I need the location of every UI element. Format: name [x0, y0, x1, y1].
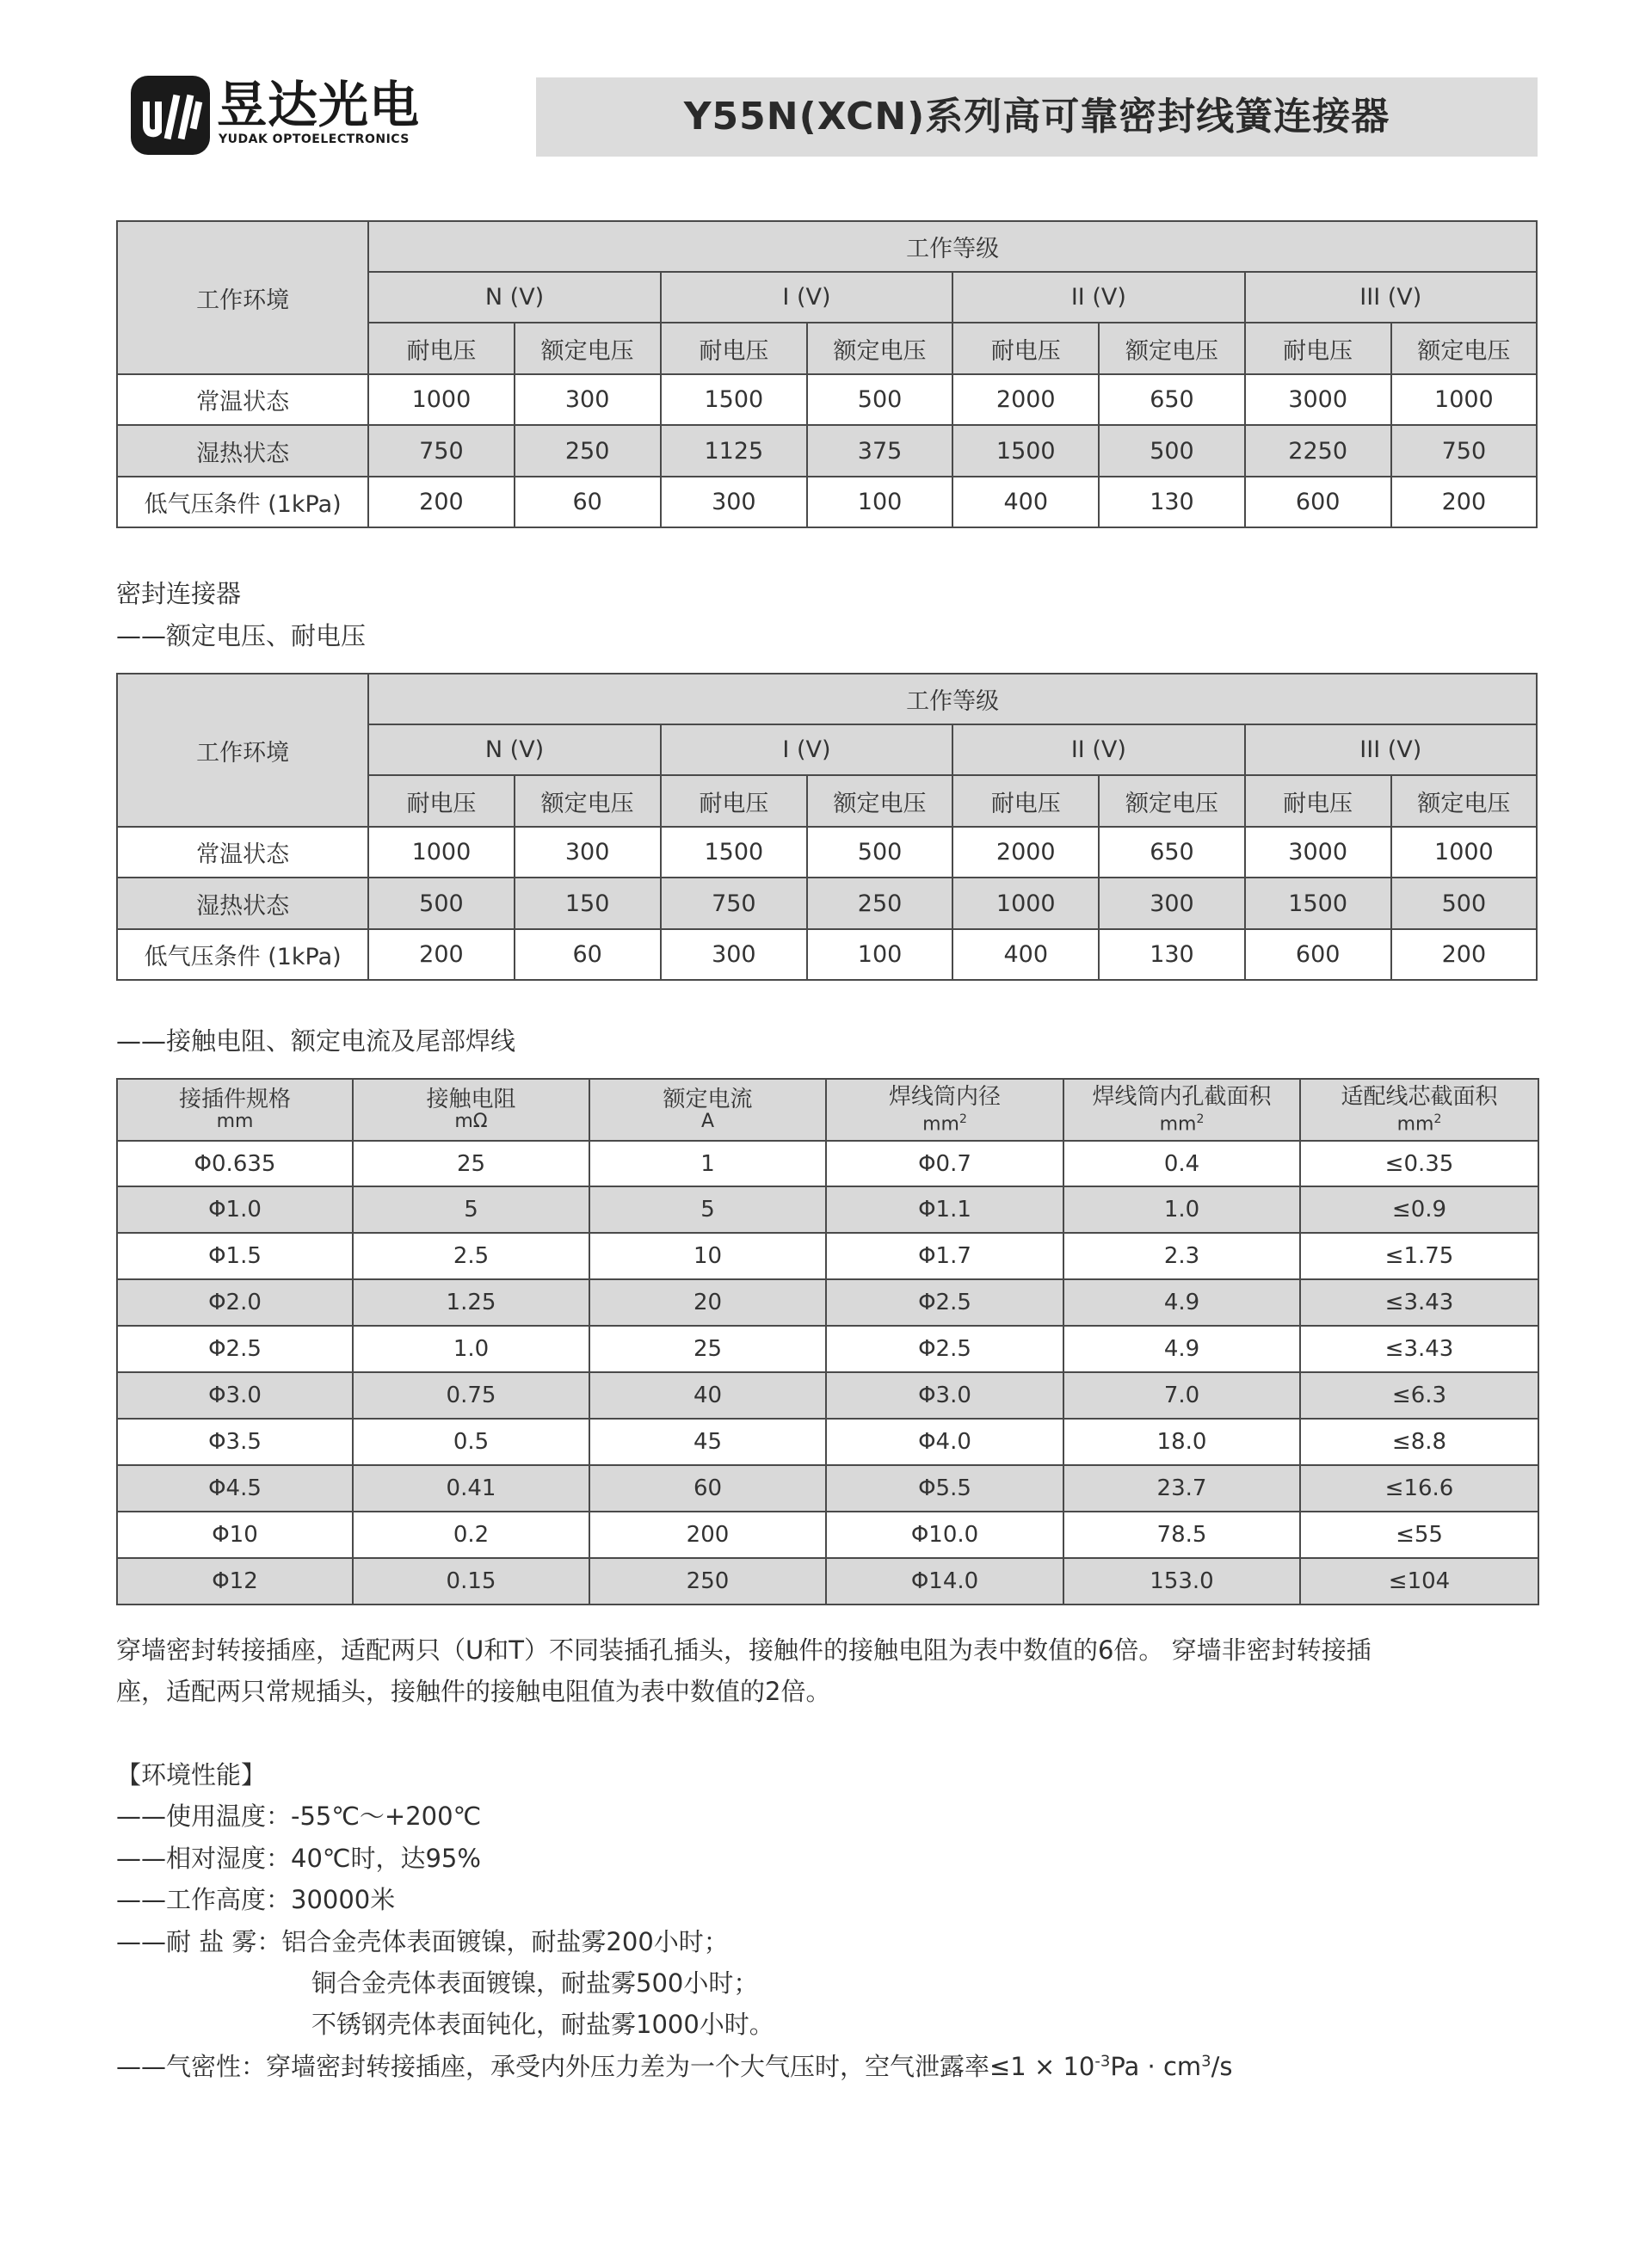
table-cell: 153.0 — [1063, 1558, 1300, 1605]
unit-sup: 2 — [1196, 1112, 1205, 1126]
table-cell: 1000 — [1391, 374, 1537, 425]
table-row — [117, 1279, 1538, 1326]
row-label: 常温状态 — [117, 827, 368, 878]
table-row — [117, 1233, 1538, 1279]
table-cell: 5 — [353, 1186, 589, 1233]
table-cell: 0.2 — [353, 1512, 589, 1558]
voltage-table-general — [116, 220, 1538, 528]
table-cell: 1125 — [661, 425, 807, 477]
col-header-unit: mm — [216, 1111, 254, 1132]
table-cell: 1500 — [661, 374, 807, 425]
table-cell: ≤1.75 — [1300, 1233, 1538, 1279]
table-cell: 650 — [1099, 827, 1244, 878]
row-label: 低气压条件 (1kPa) — [117, 929, 368, 980]
table-cell: 1500 — [1245, 878, 1391, 929]
table-cell: 4.9 — [1063, 1326, 1300, 1372]
unit-text: mm — [1159, 1113, 1197, 1136]
withstand-header: 耐电压 — [1245, 323, 1391, 374]
table-row — [117, 878, 1537, 929]
page-title: Y55N(XCN)系列高可靠密封线簧连接器 — [683, 95, 1390, 139]
note-line-1: 穿墙密封转接插座，适配两只（U和T）不同装插孔插头，接触件的接触电阻为表中数值的6倍。 穿墙非密封转接插 — [116, 1635, 1372, 1665]
air-text-c: /s — [1211, 2052, 1233, 2081]
table-cell: 500 — [1099, 425, 1244, 477]
table-cell: ≤3.43 — [1300, 1279, 1538, 1326]
table-cell: 200 — [1391, 929, 1537, 980]
table-cell: 60 — [515, 929, 661, 980]
air-exponent: -3 — [1094, 2052, 1111, 2071]
table-cell: 100 — [807, 929, 952, 980]
table-cell: 25 — [589, 1326, 826, 1372]
table-cell: Φ1.5 — [117, 1233, 353, 1279]
table-header-row — [117, 1079, 1538, 1141]
table-cell: ≤16.6 — [1300, 1465, 1538, 1512]
table-cell: 7.0 — [1063, 1372, 1300, 1419]
table-row — [117, 1558, 1538, 1605]
env-air-tightness — [116, 2049, 1233, 2084]
table-cell: 2250 — [1245, 425, 1391, 477]
col-header-unit — [827, 1109, 1063, 1135]
col-header-unit: mΩ — [454, 1111, 488, 1132]
env-salt-fog-2: 铜合金壳体表面镀镍，耐盐雾500小时； — [311, 1968, 759, 1998]
table-row — [117, 477, 1537, 527]
table-cell: 18.0 — [1063, 1419, 1300, 1465]
unit-text: mm — [922, 1113, 959, 1136]
table-cell: 750 — [661, 878, 807, 929]
col-header-current — [589, 1079, 826, 1141]
table-cell: 150 — [515, 878, 661, 929]
table-cell: 2.5 — [353, 1233, 589, 1279]
env-section-title: 【环境性能】 — [116, 1760, 267, 1789]
table-cell: 0.4 — [1063, 1141, 1300, 1186]
table-cell: Φ10 — [117, 1512, 353, 1558]
table-cell: Φ1.7 — [826, 1233, 1063, 1279]
table-cell: 1.0 — [353, 1326, 589, 1372]
table-cell: 25 — [353, 1141, 589, 1186]
table-cell: 300 — [1099, 878, 1244, 929]
table-row — [117, 1141, 1538, 1186]
level-n-header: N (V) — [368, 272, 660, 323]
table-cell: 300 — [661, 929, 807, 980]
contact-spec-body — [117, 1141, 1538, 1605]
table-cell: 500 — [807, 827, 952, 878]
table-cell: Φ3.0 — [826, 1372, 1063, 1419]
table-cell: Φ1.1 — [826, 1186, 1063, 1233]
title-bar — [536, 77, 1538, 157]
table-cell: 750 — [368, 425, 514, 477]
col-header-wire-area — [1300, 1079, 1538, 1141]
table-row — [117, 1419, 1538, 1465]
table-cell: Φ10.0 — [826, 1512, 1063, 1558]
table-cell: ≤0.35 — [1300, 1141, 1538, 1186]
level-i-header: I (V) — [661, 272, 952, 323]
table-cell: 750 — [1391, 425, 1537, 477]
table-cell: 1.0 — [1063, 1186, 1300, 1233]
table-row — [117, 929, 1537, 980]
voltage-table-sealed — [116, 673, 1538, 981]
table-cell: 200 — [1391, 477, 1537, 527]
col-header-name: 焊线筒内径 — [888, 1083, 1001, 1110]
col-header-unit — [1301, 1109, 1538, 1135]
level-i-header: I (V) — [661, 724, 952, 775]
air-exponent-2: 3 — [1201, 2052, 1211, 2071]
level-ii-header: II (V) — [952, 724, 1244, 775]
withstand-header: 耐电压 — [952, 323, 1099, 374]
table-cell: 250 — [807, 878, 952, 929]
air-text-b: Pa · cm — [1110, 2052, 1202, 2081]
table-cell: 1500 — [952, 425, 1099, 477]
table-cell: 250 — [515, 425, 661, 477]
table-cell: 3000 — [1245, 827, 1391, 878]
table-cell: 5 — [589, 1186, 826, 1233]
table-cell: 650 — [1099, 374, 1244, 425]
table-cell: 600 — [1245, 929, 1391, 980]
table-cell: Φ4.0 — [826, 1419, 1063, 1465]
table-cell: ≤0.9 — [1300, 1186, 1538, 1233]
withstand-header: 耐电压 — [952, 775, 1099, 827]
table-cell: 200 — [589, 1512, 826, 1558]
table-cell: 1000 — [1391, 827, 1537, 878]
table-cell: 0.5 — [353, 1419, 589, 1465]
table-cell: 4.9 — [1063, 1279, 1300, 1326]
rated-header: 额定电压 — [515, 323, 661, 374]
rated-header: 额定电压 — [1099, 323, 1244, 374]
col-header-name: 焊线筒内孔截面积 — [1092, 1083, 1272, 1110]
env-temperature: ——使用温度：-55℃～+200℃ — [116, 1802, 482, 1831]
table-cell: 60 — [515, 477, 661, 527]
table-cell: Φ2.5 — [117, 1326, 353, 1372]
table-cell: 500 — [1391, 878, 1537, 929]
table-cell: Φ5.5 — [826, 1465, 1063, 1512]
col-header-spec — [117, 1079, 353, 1141]
table-cell: 400 — [952, 477, 1099, 527]
table-cell: 60 — [589, 1465, 826, 1512]
table-row — [117, 1372, 1538, 1419]
section-title-sealed: 密封连接器 — [116, 579, 242, 608]
table-cell: 375 — [807, 425, 952, 477]
table-cell: 3000 — [1245, 374, 1391, 425]
env-humidity: ——相对湿度：40℃时，达95% — [116, 1844, 481, 1873]
col-header-hole-area — [1063, 1079, 1300, 1141]
company-logo — [131, 76, 421, 158]
env-salt-fog-3: 不锈钢壳体表面钝化，耐盐雾1000小时。 — [311, 2010, 774, 2039]
col-header-unit: A — [700, 1111, 715, 1132]
rated-header: 额定电压 — [515, 775, 661, 827]
table-cell: Φ4.5 — [117, 1465, 353, 1512]
table-cell: 45 — [589, 1419, 826, 1465]
yudak-logo-icon — [131, 76, 210, 155]
table-cell: 2.3 — [1063, 1233, 1300, 1279]
grade-header: 工作等级 — [368, 674, 1537, 724]
section-subtitle-voltage: ——额定电压、耐电压 — [116, 621, 367, 650]
table-cell: 23.7 — [1063, 1465, 1300, 1512]
table-cell: ≤104 — [1300, 1558, 1538, 1605]
col-header-name: 适配线芯截面积 — [1341, 1083, 1498, 1110]
col-header-resistance — [353, 1079, 589, 1141]
table-cell: 2000 — [952, 374, 1099, 425]
row-label: 湿热状态 — [117, 878, 368, 929]
table-cell: Φ0.635 — [117, 1141, 353, 1186]
table-cell: 500 — [807, 374, 952, 425]
table-cell: Φ12 — [117, 1558, 353, 1605]
col-header-inner-diameter — [826, 1079, 1063, 1141]
table-cell: 250 — [589, 1558, 826, 1605]
table-cell: Φ2.5 — [826, 1326, 1063, 1372]
rated-header: 额定电压 — [1099, 775, 1244, 827]
table-cell: Φ3.0 — [117, 1372, 353, 1419]
withstand-header: 耐电压 — [368, 775, 514, 827]
table-row — [117, 1186, 1538, 1233]
table-cell: ≤8.8 — [1300, 1419, 1538, 1465]
rated-header: 额定电压 — [807, 323, 952, 374]
table-row — [117, 1465, 1538, 1512]
table-cell: 2000 — [952, 827, 1099, 878]
withstand-header: 耐电压 — [661, 775, 807, 827]
table-cell: 1000 — [952, 878, 1099, 929]
air-text-a: ——气密性：穿墙密封转接插座，承受内外压力差为一个大气压时，空气泄露率≤1 × 10 — [116, 2052, 1095, 2081]
table-cell: 1.25 — [353, 1279, 589, 1326]
table-cell: Φ2.5 — [826, 1279, 1063, 1326]
table-cell: 300 — [661, 477, 807, 527]
contact-spec-table — [116, 1078, 1539, 1605]
table-cell: 600 — [1245, 477, 1391, 527]
row-label: 常温状态 — [117, 374, 368, 425]
rated-header: 额定电压 — [1391, 775, 1537, 827]
col-header-unit — [1064, 1109, 1299, 1135]
table-cell: 20 — [589, 1279, 826, 1326]
table-cell: 100 — [807, 477, 952, 527]
table-cell: 78.5 — [1063, 1512, 1300, 1558]
rated-header: 额定电压 — [807, 775, 952, 827]
table-cell: 1000 — [368, 827, 514, 878]
table-cell: 300 — [515, 374, 661, 425]
col-header-name: 额定电流 — [663, 1087, 753, 1112]
level-iii-header: III (V) — [1245, 272, 1537, 323]
table-cell: 10 — [589, 1233, 826, 1279]
table-cell: 0.41 — [353, 1465, 589, 1512]
table-cell: Φ2.0 — [117, 1279, 353, 1326]
table-row — [117, 425, 1537, 477]
table-cell: 400 — [952, 929, 1099, 980]
table-cell: ≤3.43 — [1300, 1326, 1538, 1372]
level-ii-header: II (V) — [952, 272, 1244, 323]
table-cell: 1 — [589, 1141, 826, 1186]
table-cell: 130 — [1099, 929, 1244, 980]
note-line-2: 座，适配两只常规插头，接触件的接触电阻值为表中数值的2倍。 — [116, 1677, 831, 1706]
table-cell: 300 — [515, 827, 661, 878]
table-cell: 130 — [1099, 477, 1244, 527]
table-row — [117, 374, 1537, 425]
env-altitude: ——工作高度：30000米 — [116, 1885, 396, 1914]
env-header: 工作环境 — [117, 674, 368, 827]
table-cell: 200 — [368, 477, 514, 527]
table-cell: 1500 — [661, 827, 807, 878]
table-cell: 40 — [589, 1372, 826, 1419]
table-cell: Φ0.7 — [826, 1141, 1063, 1186]
table-row — [117, 827, 1537, 878]
col-header-name: 接触电阻 — [426, 1087, 516, 1112]
table-cell: 0.75 — [353, 1372, 589, 1419]
table-cell: ≤55 — [1300, 1512, 1538, 1558]
logo-english-name: YUDAK OPTOELECTRONICS — [219, 132, 410, 146]
level-n-header: N (V) — [368, 724, 660, 775]
withstand-header: 耐电压 — [368, 323, 514, 374]
unit-sup: 2 — [1433, 1112, 1442, 1126]
unit-text: mm — [1396, 1113, 1434, 1136]
col-header-name: 接插件规格 — [178, 1087, 291, 1112]
table-cell: Φ1.0 — [117, 1186, 353, 1233]
table-cell: 500 — [368, 878, 514, 929]
table-row — [117, 1326, 1538, 1372]
table-cell: Φ14.0 — [826, 1558, 1063, 1605]
rated-header: 额定电压 — [1391, 323, 1537, 374]
env-header: 工作环境 — [117, 221, 368, 374]
withstand-header: 耐电压 — [661, 323, 807, 374]
unit-sup: 2 — [959, 1112, 967, 1126]
table-cell: ≤6.3 — [1300, 1372, 1538, 1419]
logo-chinese-name: 昱达光电 — [217, 76, 421, 134]
table-cell: 0.15 — [353, 1558, 589, 1605]
grade-header: 工作等级 — [368, 221, 1537, 272]
table-cell: Φ3.5 — [117, 1419, 353, 1465]
withstand-header: 耐电压 — [1245, 775, 1391, 827]
section-title-contact: ——接触电阻、额定电流及尾部焊线 — [116, 1026, 516, 1056]
row-label: 低气压条件 (1kPa) — [117, 477, 368, 527]
row-label: 湿热状态 — [117, 425, 368, 477]
table-row — [117, 1512, 1538, 1558]
level-iii-header: III (V) — [1245, 724, 1537, 775]
table-cell: 200 — [368, 929, 514, 980]
env-salt-fog-1: ——耐 盐 雾：铝合金壳体表面镀镍，耐盐雾200小时； — [116, 1927, 729, 1956]
table-cell: 1000 — [368, 374, 514, 425]
